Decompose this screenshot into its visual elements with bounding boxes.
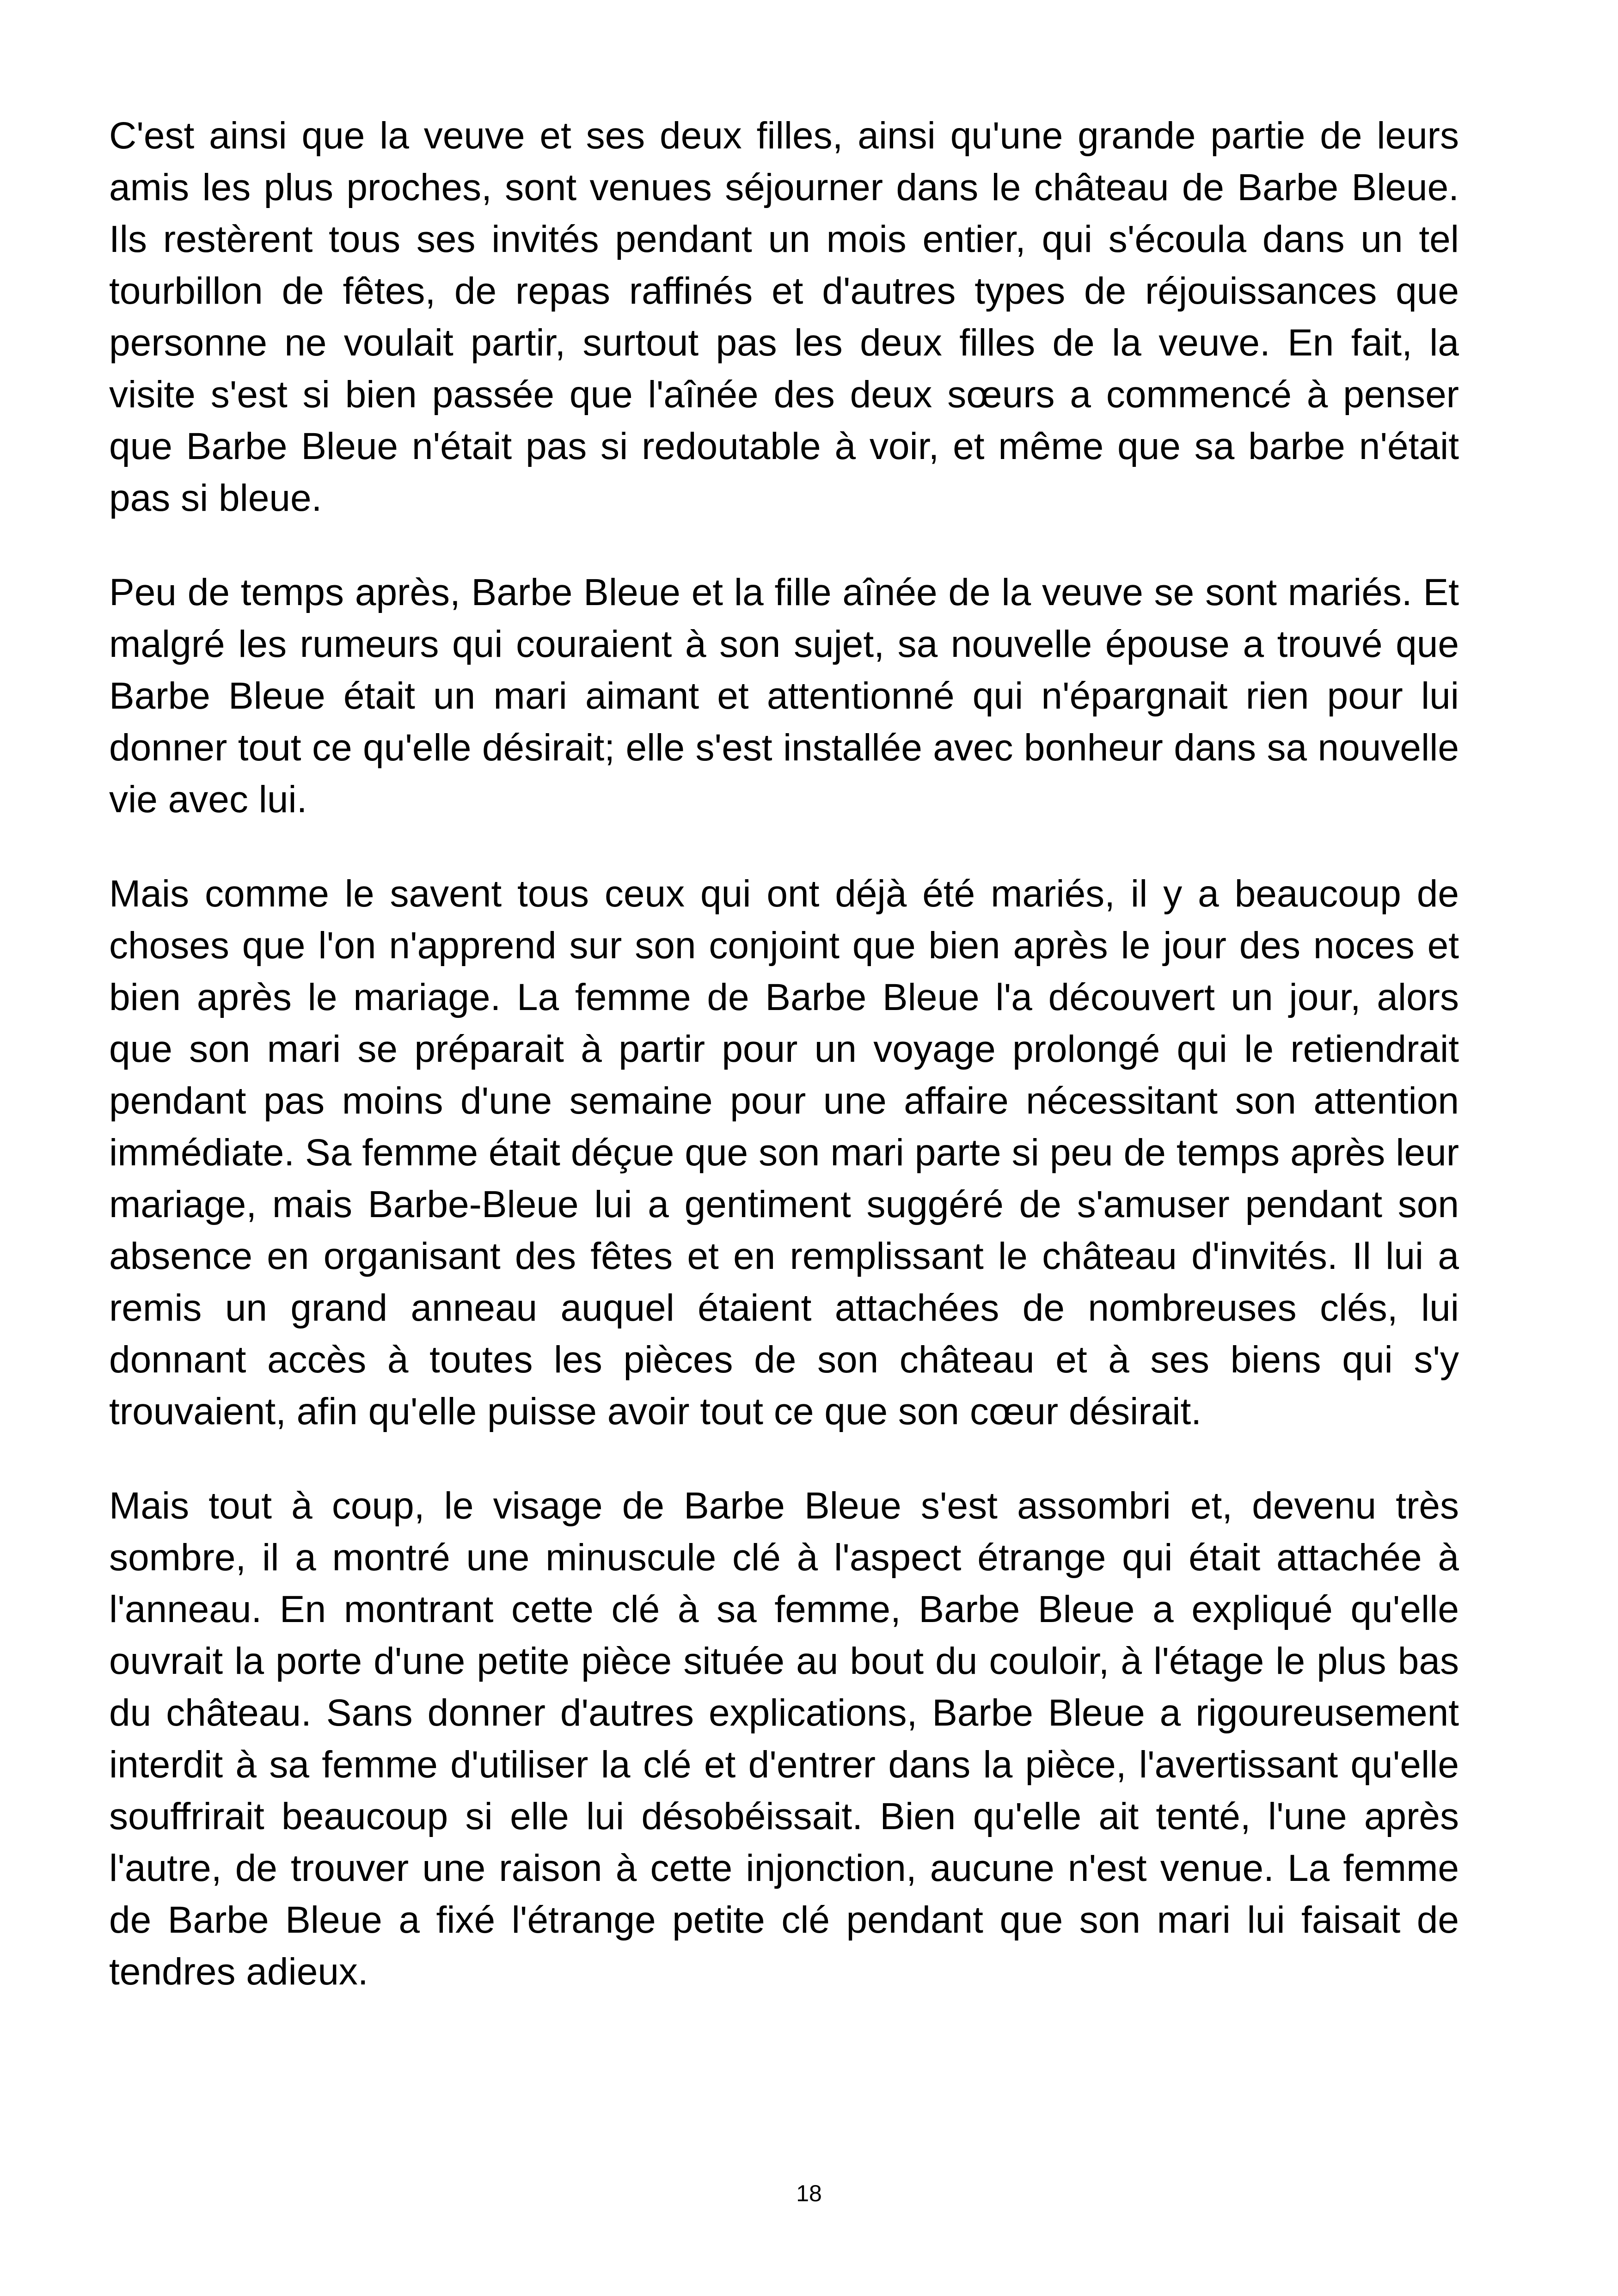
paragraph-1: C'est ainsi que la veuve et ses deux filles, ainsi qu'une grande partie de leurs amis les plus proches, sont venues séjourner dans le château de Barbe Bleue. Ils restèrent tous ses invités pendant un mois entier, qui s'écoula dans un tel tourbillon de fêtes, de repas raffinés et d'autres types de réjouissances que personne ne voulait partir, surtout pas les deux filles de la veuve. En fait, la visite s'est si bien passée que l'aînée des deux sœurs a commencé à penser que Barbe Bleue n'était pas si redoutable à voir, et même que sa barbe n'était pas si bleue. bbox=[109, 115, 1459, 519]
page-number: 18 bbox=[796, 2180, 822, 2206]
paragraph-2: Peu de temps après, Barbe Bleue et la fille aînée de la veuve se sont mariés. Et malgré les rumeurs qui couraient à son sujet, sa nouvelle épouse a trouvé que Barbe Bleue était un mari aimant et attentionné qui n'épargnait rien pour lui donner tout ce qu'elle désirait; elle s'est installée avec bonheur dans sa nouvelle vie avec lui. bbox=[109, 571, 1459, 820]
paragraph-3: Mais comme le savent tous ceux qui ont déjà été mariés, il y a beaucoup de choses que l'on n'apprend sur son conjoint que bien après le jour des noces et bien après le mariage. La femme de Barbe Bleue l'a découvert un jour, alors que son mari se préparait à partir pour un voyage prolongé qui le retiendrait pendant pas moins d'une semaine pour une affaire nécessitant son attention immédiate. Sa femme était déçue que son mari parte si peu de temps après leur mariage, mais Barbe-Bleue lui a gentiment suggéré de s'amuser pendant son absence en organisant des fêtes et en remplissant le château d'invités. Il lui a remis un grand anneau auquel étaient attachées de nombreuses clés, lui donnant accès à toutes les pièces de son château et à ses biens qui s'y trouvaient, afin qu'elle puisse avoir tout ce que son cœur désirait. bbox=[109, 873, 1459, 1433]
body-text bbox=[109, 110, 1459, 2040]
paragraph-4: Mais tout à coup, le visage de Barbe Bleue s'est assombri et, devenu très sombre, il a montré une minuscule clé à l'aspect étrange qui était attachée à l'anneau. En montrant cette clé à sa femme, Barbe Bleue a expliqué qu'elle ouvrait la porte d'une petite pièce située au bout du couloir, à l'étage le plus bas du château. Sans donner d'autres explications, Barbe Bleue a rigoureusement interdit à sa femme d'utiliser la clé et d'entrer dans la pièce, l'avertissant qu'elle souffrirait beaucoup si elle lui désobéissait. Bien qu'elle ait tenté, l'une après l'autre, de trouver une raison à cette injonction, aucune n'est venue. La femme de Barbe Bleue a fixé l'étrange petite clé pendant que son mari lui faisait de tendres adieux. bbox=[109, 1485, 1459, 1993]
